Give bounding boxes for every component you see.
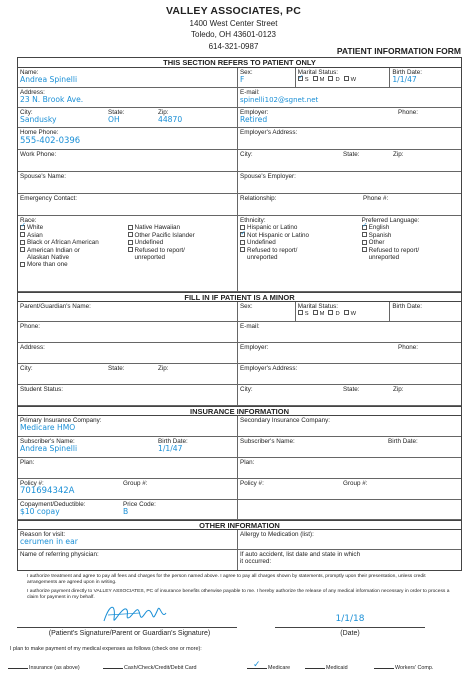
race-option[interactable]: [128, 224, 236, 231]
auto-accident-label-1: If auto accident, list date and state in which: [240, 551, 361, 558]
race-option-label: Undefined: [134, 239, 164, 247]
primary-insurance-value: Medicare HMO: [20, 423, 76, 433]
checkbox-icon[interactable]: [328, 76, 333, 81]
race-option[interactable]: [20, 239, 128, 246]
race-option[interactable]: [20, 224, 128, 231]
marital-option[interactable]: [313, 311, 325, 317]
primary-insurance-label: Primary Insurance Company:: [20, 417, 102, 424]
race-option-label: Asian: [27, 231, 43, 239]
minor-birth-field[interactable]: [390, 302, 461, 321]
checkbox-icon[interactable]: [20, 262, 25, 267]
race-option[interactable]: [20, 232, 128, 239]
payment-checkline[interactable]: [374, 664, 394, 669]
email-label: E-mail:: [240, 89, 260, 96]
checkbox-icon[interactable]: [240, 232, 245, 237]
race-option[interactable]: [20, 261, 128, 268]
patient-employer-value: Retired: [240, 115, 268, 125]
patient-state-value: OH: [108, 115, 120, 125]
language-options: [362, 224, 459, 261]
subscriber-label: Subscriber's Name:: [20, 438, 75, 445]
subscriber-birth-value: 1/1/47: [158, 444, 183, 454]
race-option-continuation: Alaskan Native: [27, 254, 69, 262]
patient-email-field[interactable]: [238, 88, 461, 107]
checkbox-icon[interactable]: [128, 240, 133, 245]
payment-option-label: Medicare: [268, 665, 291, 671]
row-reason: [18, 530, 461, 550]
minor-email-label: E-mail:: [240, 323, 260, 330]
language-option[interactable]: [362, 247, 459, 254]
language-option[interactable]: [362, 232, 459, 239]
race-option-label: Refused to report/: [134, 246, 185, 254]
marital-label: Marital Status:: [297, 69, 338, 76]
race-option-label: More than one: [27, 261, 68, 269]
race-option[interactable]: [128, 232, 236, 239]
ethnicity-option[interactable]: [240, 247, 362, 254]
row-minor-phone: [18, 322, 461, 343]
guardian-name-label: Parent/Guardian's Name:: [20, 303, 91, 310]
org-name: VALLEY ASSOCIATES, PC: [165, 5, 302, 17]
policy-label: Policy #:: [20, 480, 44, 487]
emergency-contact-field[interactable]: [18, 194, 238, 215]
minor-city-field[interactable]: [18, 364, 238, 384]
ethnicity-option-label: Refused to report/: [247, 246, 298, 254]
minor-marital-label: Marital Status:: [297, 303, 338, 310]
race-option-label: Native Hawaiian: [134, 224, 181, 232]
minor-birth-label: Birth Date:: [392, 303, 423, 310]
row-insurance-company: [18, 416, 461, 437]
patient-birth-value: 1/1/47: [392, 75, 417, 85]
minor-sex-field[interactable]: [238, 302, 296, 321]
minor-marital-field[interactable]: [296, 302, 391, 321]
marital-option[interactable]: [344, 311, 356, 317]
patient-email-value: spinelli102@sgnet.net: [240, 96, 319, 105]
checkbox-icon[interactable]: [240, 240, 245, 245]
payment-intro: I plan to make payment of my medical expenses as follows (check one or more):: [10, 646, 202, 652]
language-option[interactable]: [362, 224, 459, 231]
minor-employer-address-field[interactable]: [238, 364, 461, 384]
home-phone-label: Home Phone:: [20, 129, 59, 136]
payment-checkline[interactable]: [103, 664, 123, 669]
date-line[interactable]: [275, 627, 425, 628]
payment-checkline[interactable]: [305, 664, 325, 669]
ethnicity-option[interactable]: [240, 224, 362, 231]
home-phone-field[interactable]: [18, 128, 238, 149]
checkbox-icon[interactable]: [313, 76, 318, 81]
employer-address-label: Employer's Address:: [240, 129, 298, 136]
policy2-field[interactable]: [238, 479, 461, 499]
minor-marital-options[interactable]: [298, 310, 388, 318]
checkbox-icon[interactable]: [240, 247, 245, 252]
subscriber2-birth-label: Birth Date:: [388, 438, 418, 445]
marital-option-label: M: [319, 310, 325, 317]
minor-address-label: Address:: [20, 344, 45, 351]
race-option-label: American Indian or: [27, 246, 80, 254]
plan2-field[interactable]: [238, 458, 461, 478]
student-status-label: Student Status:: [20, 386, 64, 393]
checkbox-icon[interactable]: [362, 225, 367, 230]
row-demographics: [18, 216, 461, 292]
minor-phone-field[interactable]: [18, 322, 238, 342]
race-option-continuation: unreported: [134, 254, 165, 262]
race-option-label: Other Pacific Islander: [134, 231, 195, 239]
employer-label: Employer:: [240, 109, 269, 116]
row-city: [18, 108, 461, 128]
checkbox-icon[interactable]: [313, 310, 318, 315]
auto-accident-label-2: it occurred:: [240, 558, 272, 566]
auto-accident-field[interactable]: [238, 550, 461, 570]
payment-option[interactable]: [247, 664, 290, 671]
minor-emp-state-label: State:: [343, 386, 360, 393]
plan-label: Plan:: [20, 459, 35, 466]
language-option-label: Refused to report/: [368, 246, 420, 254]
marital-option[interactable]: [344, 77, 356, 83]
group-label: Group #:: [123, 480, 148, 487]
marital-options[interactable]: [298, 76, 388, 84]
row-copay: [18, 500, 461, 520]
row-student: [18, 385, 461, 406]
payment-option[interactable]: [374, 664, 433, 671]
race-field[interactable]: [18, 216, 238, 291]
payment-option-label: Workers' Comp.: [395, 665, 434, 671]
language-option-label: English: [368, 224, 390, 232]
minor-emp-zip-label: Zip:: [393, 386, 404, 393]
minor-employer-field[interactable]: [238, 343, 461, 363]
language-option-label: Other: [368, 239, 385, 247]
org-address-line2: Toledo, OH 43601-0123: [191, 30, 276, 39]
employer-zip-label: Zip:: [393, 151, 404, 158]
marital-option-label: S: [304, 76, 309, 83]
student-status-field[interactable]: [18, 385, 238, 405]
reason-field[interactable]: [18, 530, 238, 549]
org-phone: 614-321-0987: [208, 42, 259, 51]
payment-option[interactable]: [305, 664, 348, 671]
row-address: [18, 88, 461, 108]
checkbox-icon[interactable]: [298, 76, 303, 81]
legal-paragraph-1: I authorize treatment and agree to pay all fees and charges for the person named above. I agree to pay all charges shown by statements, promptly upon their presentation, unless credit arrangements are agreed upon in writing.: [27, 574, 426, 585]
ethnicity-label: Ethnicity:: [240, 217, 266, 224]
minor-address-field[interactable]: [18, 343, 238, 363]
checkbox-icon[interactable]: [362, 232, 367, 237]
work-phone-label: Work Phone:: [20, 151, 57, 158]
price-code-value: B: [123, 507, 129, 517]
minor-city-label: City:: [20, 365, 33, 372]
patient-section-header: THIS SECTION REFERS TO PATIENT ONLY: [18, 58, 461, 68]
row-home-phone: [18, 128, 461, 150]
marital-option-label: W: [350, 310, 357, 317]
payment-option[interactable]: [8, 664, 80, 671]
employer-city-field[interactable]: [238, 150, 461, 171]
marital-option-label: D: [335, 310, 340, 317]
patient-address-field[interactable]: [18, 88, 238, 107]
row-name: [18, 68, 461, 88]
patient-name-field[interactable]: [18, 68, 238, 87]
minor-employer-address-label: Employer's Address:: [240, 365, 298, 372]
row-policy: [18, 479, 461, 500]
date-label: (Date): [340, 630, 360, 637]
ethnicity-option[interactable]: [240, 232, 362, 239]
marital-option[interactable]: [313, 77, 325, 83]
payment-checkline[interactable]: [8, 664, 28, 669]
payment-option-label: Insurance (as above): [29, 665, 80, 671]
patient-birth-field[interactable]: [390, 68, 461, 87]
subscriber2-label: Subscriber's Name:: [240, 438, 295, 445]
birth-label: Birth Date:: [392, 69, 423, 76]
spouse-name-label: Spouse's Name:: [20, 173, 67, 180]
patient-zip-value: 44870: [158, 115, 183, 125]
relationship-phone-label: Phone #:: [363, 195, 389, 202]
ethnicity-language-field[interactable]: [238, 216, 461, 291]
signature-scribble: [100, 601, 170, 627]
plan-field[interactable]: [18, 458, 238, 478]
primary-insurance-field[interactable]: [18, 416, 238, 436]
policy2-label: Policy #:: [240, 480, 264, 487]
group2-label: Group #:: [343, 480, 368, 487]
zip-label: Zip:: [158, 109, 169, 116]
insurance-section-header: INSURANCE INFORMATION: [18, 406, 461, 416]
race-option[interactable]: [128, 239, 236, 246]
row-spouse: [18, 172, 461, 194]
race-option[interactable]: [20, 247, 128, 254]
minor-employer-label: Employer:: [240, 344, 269, 351]
marital-option-label: W: [350, 76, 357, 83]
minor-phone-label: Phone:: [20, 323, 40, 330]
reason-value: cerumen in ear: [20, 537, 78, 547]
form-title: PATIENT INFORMATION FORM: [336, 46, 461, 56]
referring-field[interactable]: [18, 550, 238, 570]
signature-date-value: 1/1/18: [335, 614, 365, 624]
language-option-continuation: unreported: [368, 254, 400, 262]
legal-paragraph-2: I authorize payment directly to VALLEY ASSOCIATES, PC of insurance benefits otherwise payable to me. I hereby authorize the release of any medical information necessary in order to process a claim for payment in my behalf.: [27, 589, 450, 600]
price-code-label: Price Code:: [123, 501, 156, 508]
employer-address-field[interactable]: [238, 128, 461, 149]
checkbox-icon[interactable]: [362, 240, 367, 245]
row-emergency: [18, 194, 461, 216]
referring-label: Name of referring physician:: [20, 551, 99, 558]
minor-state-label: State:: [108, 365, 125, 372]
allergy-label: Allergy to Medication (list):: [240, 531, 314, 538]
ethnicity-option[interactable]: [240, 239, 362, 246]
minor-zip-label: Zip:: [158, 365, 169, 372]
state-label: State:: [108, 109, 125, 116]
policy-value: 701694342A: [20, 486, 75, 497]
secondary-insurance-field[interactable]: [238, 416, 461, 436]
patient-city-state-zip[interactable]: [18, 108, 238, 127]
employer-city-label: City:: [240, 151, 253, 158]
checkbox-icon[interactable]: [20, 225, 25, 230]
copay-empty: [238, 500, 461, 519]
home-phone-value: 555-402-0396: [20, 136, 81, 147]
row-work-phone: [18, 150, 461, 172]
ethnicity-option-continuation: unreported: [247, 254, 278, 262]
row-plan: [18, 458, 461, 479]
patient-sex-field[interactable]: [238, 68, 296, 87]
row-minor-city: [18, 364, 461, 385]
spouse-name-field[interactable]: [18, 172, 238, 193]
name-label: Name:: [20, 69, 39, 76]
copay-value: $10 copay: [20, 507, 60, 517]
checkbox-icon[interactable]: [128, 225, 133, 230]
subscriber-field[interactable]: [18, 437, 238, 457]
subscriber-value: Andrea Spinelli: [20, 444, 78, 454]
marital-option[interactable]: [298, 77, 309, 83]
race-option-label: Black or African American: [27, 239, 99, 247]
payment-option-label: Cash/Check/Credit/Debit Card: [124, 665, 197, 671]
checkbox-icon[interactable]: [362, 247, 367, 252]
row-minor-address: [18, 343, 461, 364]
work-phone-field[interactable]: [18, 150, 238, 171]
race-label: Race:: [20, 217, 37, 224]
allergy-field[interactable]: [238, 530, 461, 549]
subscriber-birth-label: Birth Date:: [158, 438, 188, 445]
language-option-label: Spanish: [368, 231, 392, 239]
reason-label: Reason for visit:: [20, 531, 66, 538]
employer-phone-label: Phone:: [398, 109, 418, 116]
minor-emp-city-label: City:: [240, 386, 253, 393]
race-option[interactable]: [128, 247, 236, 254]
ethnicity-option-label: Not Hispanic or Latino: [247, 231, 309, 239]
marital-option-label: D: [335, 76, 340, 83]
spouse-employer-label: Spouse's Employer:: [240, 173, 296, 180]
checkbox-icon[interactable]: [20, 232, 25, 237]
patient-employer-field[interactable]: [238, 108, 461, 127]
patient-name-value: Andrea Spinelli: [20, 75, 78, 85]
ethnicity-option-label: Hispanic or Latino: [247, 224, 298, 232]
subscriber2-field[interactable]: [238, 437, 461, 457]
row-referring: [18, 550, 461, 570]
emergency-contact-label: Emergency Contact:: [20, 195, 78, 202]
checkbox-icon[interactable]: [328, 310, 333, 315]
checkbox-icon[interactable]: [128, 232, 133, 237]
copay-field[interactable]: [18, 500, 238, 519]
spouse-employer-field[interactable]: [238, 172, 461, 193]
policy-field[interactable]: [18, 479, 238, 499]
address-label: Address:: [20, 89, 45, 96]
checkbox-icon[interactable]: [128, 247, 133, 252]
minor-emp-city-field[interactable]: [238, 385, 461, 405]
relationship-label: Relationship:: [240, 195, 277, 202]
marital-option-label: M: [319, 76, 325, 83]
race-options-col1: [20, 224, 128, 268]
other-section-header: OTHER INFORMATION: [18, 520, 461, 530]
employer-state-label: State:: [343, 151, 360, 158]
minor-employer-phone-label: Phone:: [398, 344, 418, 351]
ethnicity-option-label: Undefined: [247, 239, 276, 247]
form-grid: [17, 57, 462, 571]
signature-line[interactable]: [17, 627, 237, 628]
marital-option[interactable]: [328, 311, 339, 317]
patient-address-value: 23 N. Brook Ave.: [20, 95, 84, 105]
patient-marital-field[interactable]: [296, 68, 391, 87]
checkbox-icon[interactable]: [344, 310, 349, 315]
patient-city-value: Sandusky: [20, 115, 57, 125]
relationship-field[interactable]: [238, 194, 461, 215]
copay-label: Copayment/Deductible:: [20, 501, 86, 508]
checkbox-icon[interactable]: [344, 76, 349, 81]
race-option-label: White: [27, 224, 44, 232]
payment-option-label: Medicaid: [326, 665, 348, 671]
marital-option[interactable]: [298, 311, 309, 317]
minor-email-field[interactable]: [238, 322, 461, 342]
checkbox-icon[interactable]: [298, 310, 303, 315]
checkbox-icon[interactable]: [20, 247, 25, 252]
race-options-col2: [128, 224, 236, 268]
secondary-insurance-label: Secondary Insurance Company:: [240, 417, 330, 424]
language-label: Preferred Language:: [361, 217, 420, 224]
minor-sex-label: Sex:: [239, 303, 253, 310]
row-guardian: [18, 302, 461, 322]
checkbox-icon[interactable]: [20, 240, 25, 245]
language-option[interactable]: [362, 239, 459, 246]
ethnicity-options: [240, 224, 362, 261]
minor-section-header: FILL IN IF PATIENT IS A MINOR: [18, 292, 461, 302]
payment-checkline[interactable]: [247, 664, 267, 669]
org-address-line1: 1400 West Center Street: [189, 19, 278, 28]
signature-label: (Patient's Signature/Parent or Guardian's Signature): [48, 630, 211, 637]
marital-option-label: S: [304, 310, 309, 317]
row-subscriber: [18, 437, 461, 458]
sex-label: Sex:: [239, 69, 253, 76]
payment-option[interactable]: [103, 664, 197, 671]
plan2-label: Plan:: [240, 459, 255, 466]
marital-option[interactable]: [328, 77, 339, 83]
guardian-name-field[interactable]: [18, 302, 238, 321]
patient-sex-value: F: [239, 75, 245, 85]
city-label: City:: [20, 109, 33, 116]
